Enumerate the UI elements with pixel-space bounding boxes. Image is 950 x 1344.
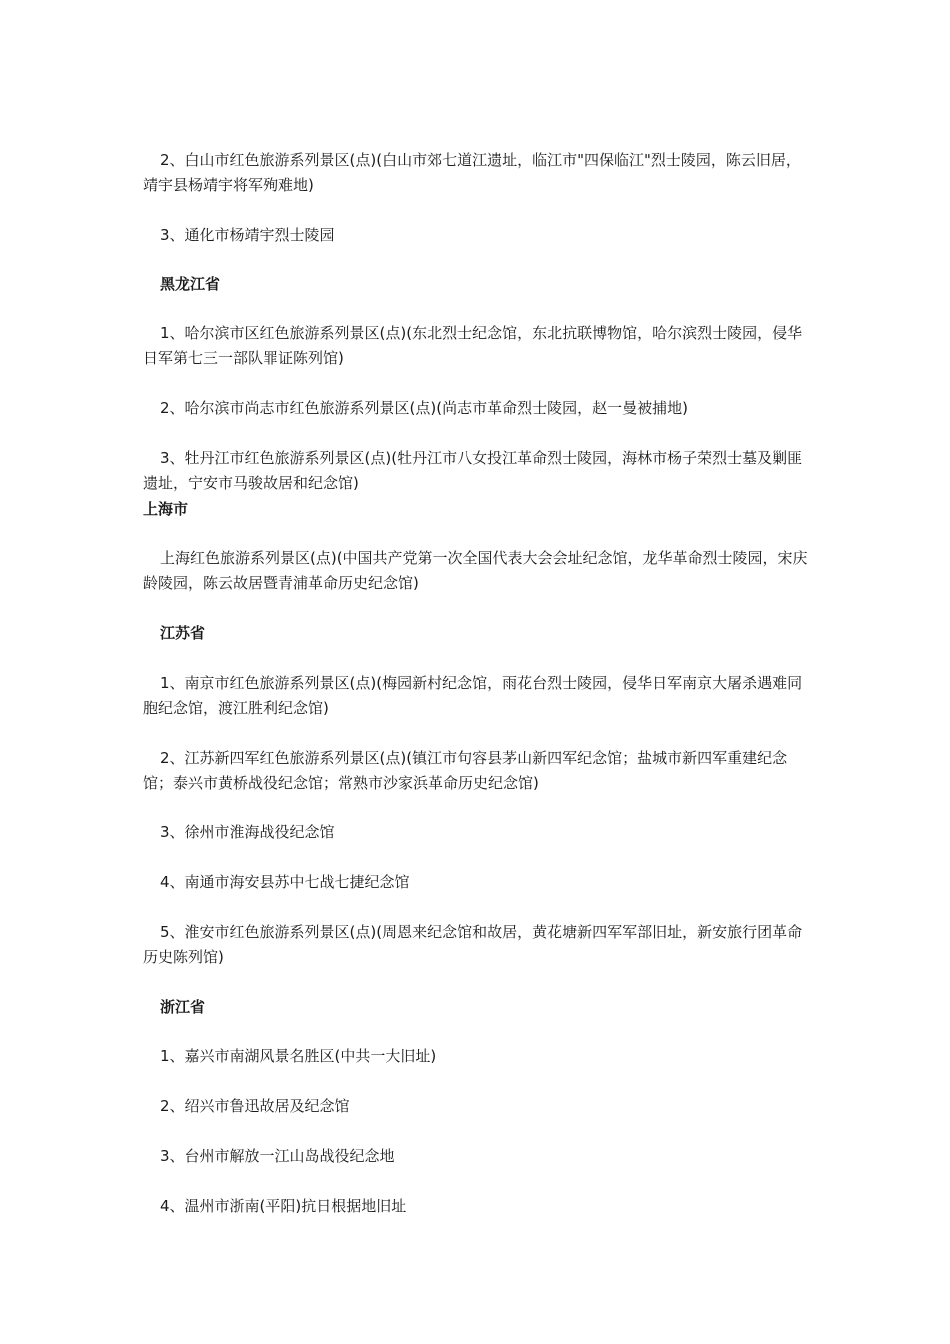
item-tonghua: 3、通化市杨靖宇烈士陵园: [160, 226, 335, 244]
item-harbin-city: 1、哈尔滨市区红色旅游系列景区(点)(东北烈士纪念馆，东北抗联博物馆，哈尔滨烈士陵园，侵华日军第七三一部队罪证陈列馆): [143, 324, 803, 367]
heading-zhejiang: 浙江省: [160, 998, 206, 1016]
item-wenzhou: 4、温州市浙南(平阳)抗日根据地旧址: [160, 1197, 407, 1215]
item-shanghai: 上海红色旅游系列景区(点)(中国共产党第一次全国代表大会会址纪念馆，龙华革命烈士陵园，宋庆龄陵园，陈云故居暨青浦革命历史纪念馆): [143, 549, 808, 592]
item-xuzhou: 3、徐州市淮海战役纪念馆: [160, 823, 335, 841]
item-nanjing: 1、南京市红色旅游系列景区(点)(梅园新村纪念馆，雨花台烈士陵园，侵华日军南京大屠杀遇难同胞纪念馆，渡江胜利纪念馆): [143, 674, 803, 717]
item-taizhou: 3、台州市解放一江山岛战役纪念地: [160, 1147, 395, 1165]
item-jiangsu-new4army: 2、江苏新四军红色旅游系列景区(点)(镇江市句容县茅山新四军纪念馆；盐城市新四军重建纪念馆；泰兴市黄桥战役纪念馆；常熟市沙家浜革命历史纪念馆): [143, 749, 788, 792]
item-huaian: 5、淮安市红色旅游系列景区(点)(周恩来纪念馆和故居，黄花塘新四军军部旧址，新安旅行团革命历史陈列馆): [143, 923, 803, 966]
item-mudanjiang: 3、牡丹江市红色旅游系列景区(点)(牡丹江市八女投江革命烈士陵园，海林市杨子荣烈士墓及剿匪遗址，宁安市马骏故居和纪念馆): [143, 449, 803, 492]
item-harbin-shangzhi: 2、哈尔滨市尚志市红色旅游系列景区(点)(尚志市革命烈士陵园，赵一曼被捕地): [160, 399, 688, 417]
heading-shanghai: 上海市: [143, 500, 189, 518]
item-jiaxing: 1、嘉兴市南湖风景名胜区(中共一大旧址): [160, 1047, 437, 1065]
item-shaoxing: 2、绍兴市鲁迅故居及纪念馆: [160, 1097, 350, 1115]
item-baishan: 2、白山市红色旅游系列景区(点)(白山市郊七道江遗址，临江市"四保临江"烈士陵园，陈云旧居，靖宇县杨靖宇将军殉难地): [143, 151, 801, 194]
heading-heilongjiang: 黑龙江省: [160, 275, 221, 293]
item-nantong: 4、南通市海安县苏中七战七捷纪念馆: [160, 873, 410, 891]
heading-jiangsu: 江苏省: [160, 624, 206, 642]
